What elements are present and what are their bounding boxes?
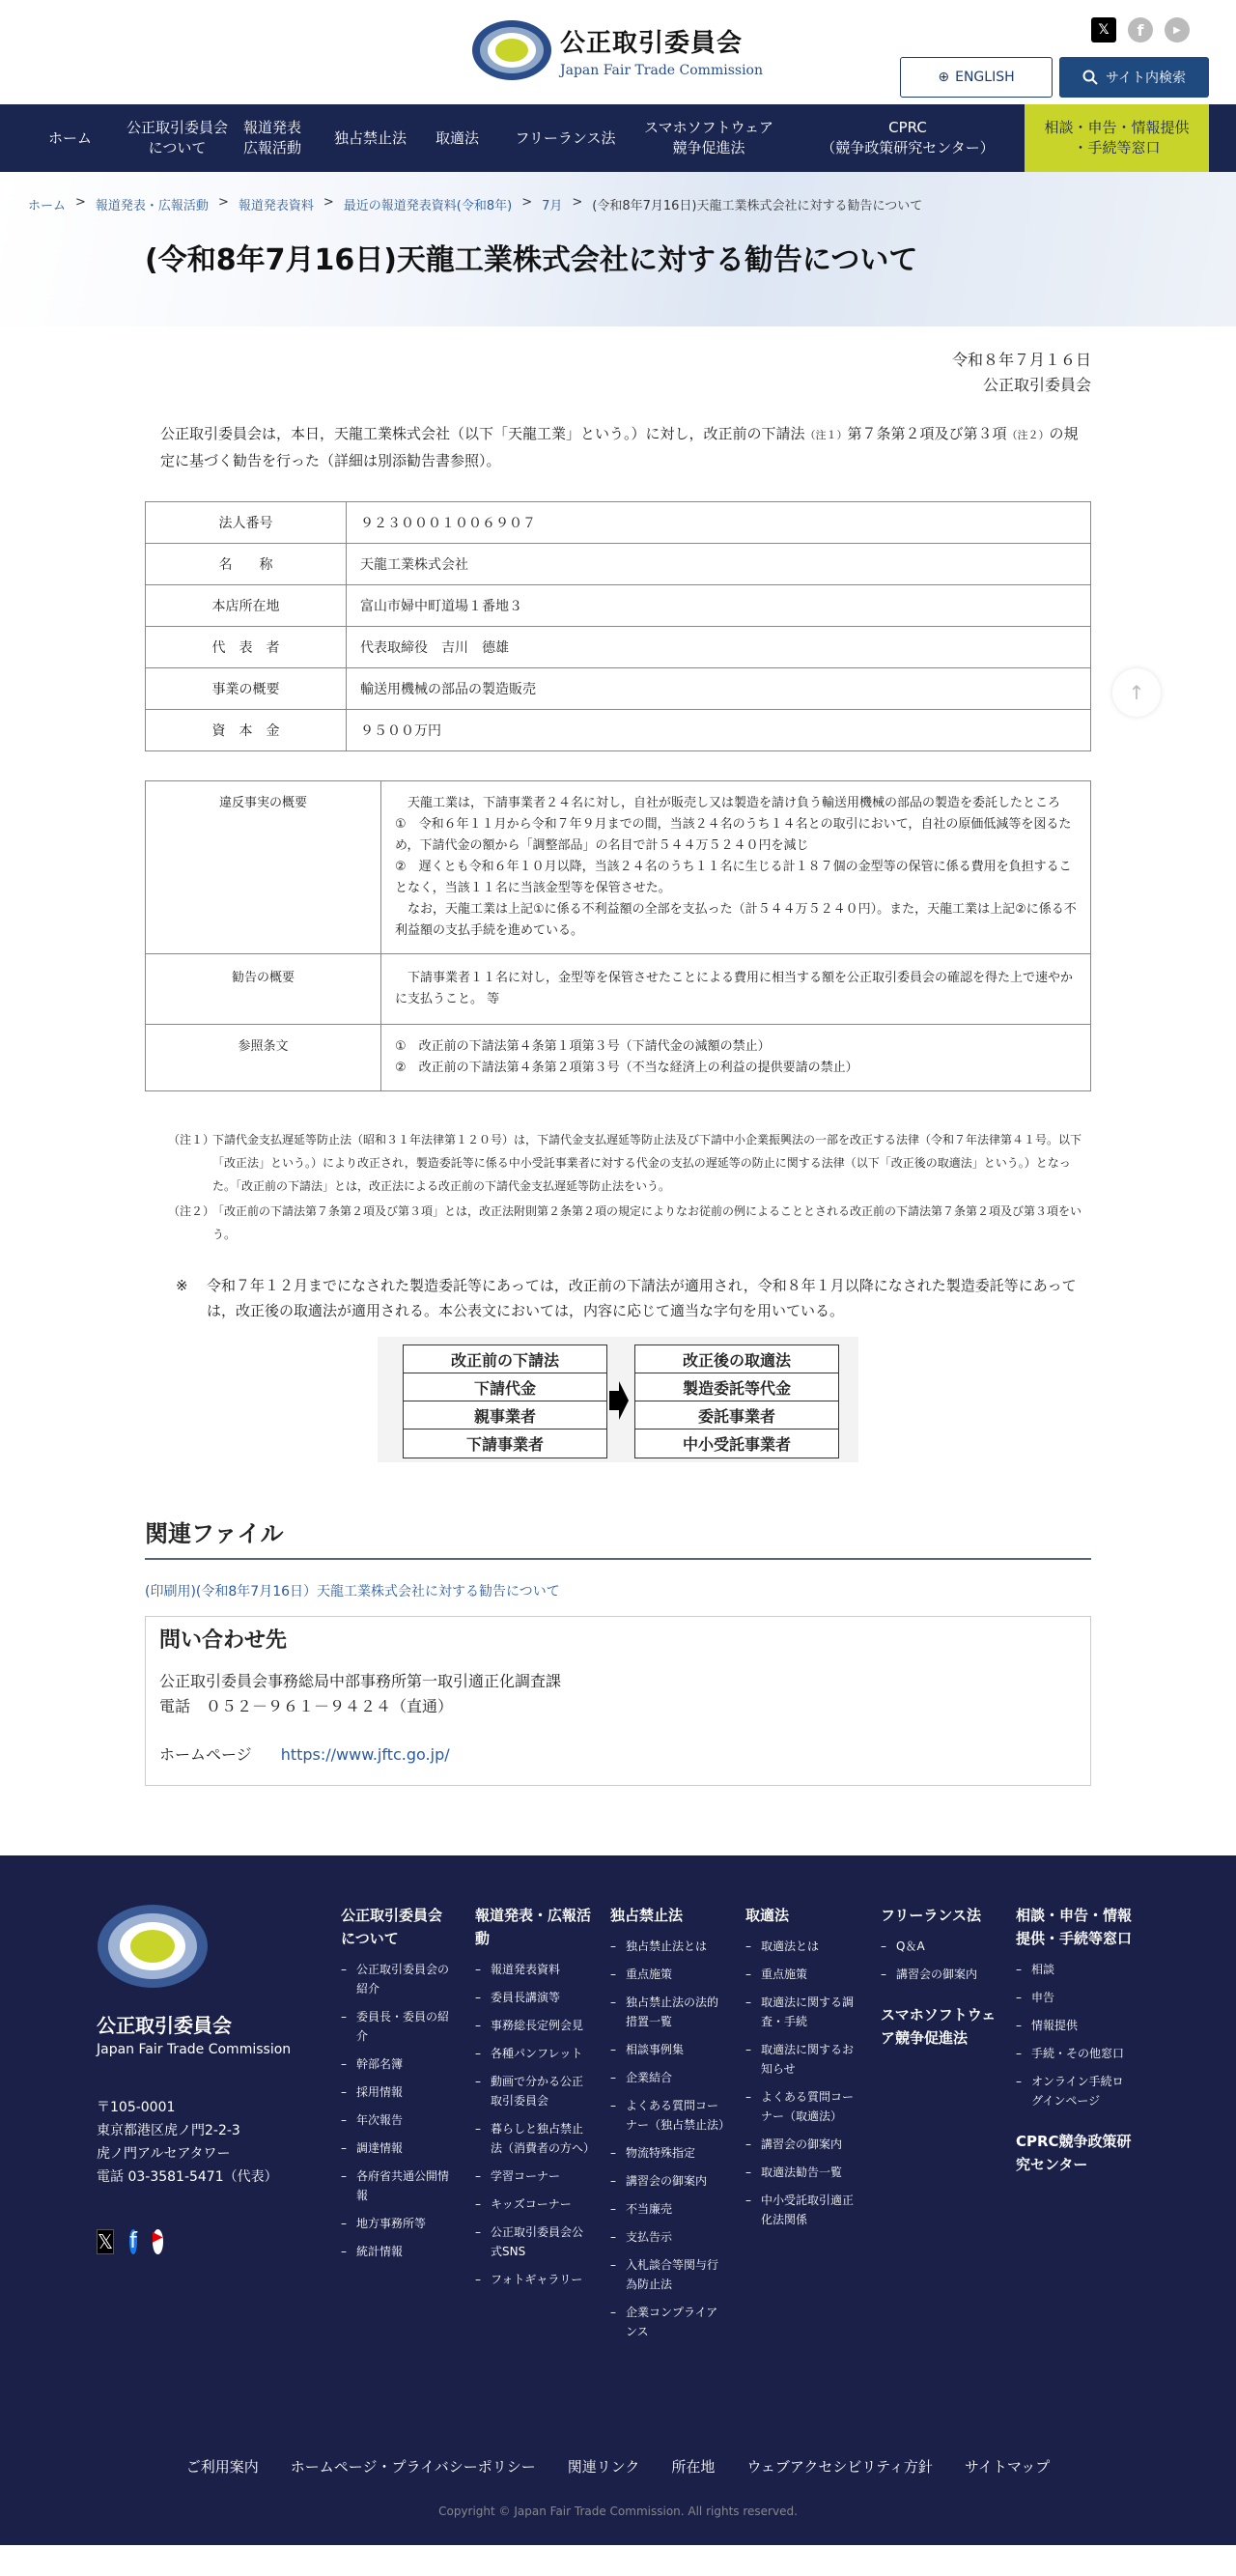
footnote: （注１） 下請代金支払遅延等防止法（昭和３１年法律第１２０号）は，下請代金支払遅延等防止法及び下請中小企業振興法の一部を改正する法律（令和７年法律第４１号。以下「改正法」という。）により改正され，製造委託等に係る中小受託事業者に対する代金の支払の遅延等の防止に関する法律（以下「改正後の取適法」という。）となった。「改正前の下請法」とは，改正法による改正前の下請代金支払遅延等防止法をいう。 — [168, 1133, 1082, 1193]
footer-brand — [97, 1904, 291, 2254]
nav-antimonopoly[interactable]: 独占禁止法 — [333, 128, 407, 147]
footnotes — [145, 1128, 1091, 1246]
contact-homepage: ホームページ https://www.jftc.go.jp/ — [159, 1745, 450, 1764]
breadcrumb: ホーム > 報道発表・広報活動 > 報道発表資料 > 最近の報道発表資料(令和8年) > 7月 > (令和8年7月16日)天龍工業株式会社に対する勧告について — [28, 195, 923, 213]
new-terms-box: 改正後の取適法 製造委託等代金 委託事業者 中小受託事業者 — [634, 1345, 839, 1458]
contact-heading: 問い合わせ先 — [159, 1628, 288, 1653]
nav-torihiki[interactable]: 取適法 — [435, 128, 479, 147]
footer-link-accessibility[interactable]: ウェブアクセシビリティ方針 — [746, 2458, 933, 2476]
site-header — [0, 0, 1236, 104]
footer-col-press: 報道発表・広報活動 – 報道発表資料 – 委員長講演等 – 事務総長定例会見 – 各種パンフレット – 動画で分かる公正取引委員会 – 暮らしと独占禁止法（消費者の方へ） – 学習コーナー – キッズコーナー – 公正取引委員会公式SNS – フォトギャラリー — [475, 1904, 591, 2298]
breadcrumb-month[interactable]: 7月 — [542, 199, 563, 213]
breadcrumb-home[interactable]: ホーム — [28, 199, 67, 213]
jftc-emblem-icon — [471, 19, 552, 81]
english-button[interactable]: ⊕ ENGLISH — [900, 57, 1053, 98]
table-row — [146, 954, 1091, 1025]
jftc-emblem-icon — [97, 1904, 209, 1989]
facebook-icon[interactable]: f — [129, 2229, 137, 2253]
footer-link-usage[interactable]: ご利用案内 — [185, 2458, 259, 2476]
nav-freelance[interactable]: フリーランス法 — [515, 128, 616, 147]
footer-col-about: 公正取引委員会について – 公正取引委員会の紹介 – 委員長・委員の紹介 – 幹部名簿 – 採用情報 – 年次報告 – 調達情報 – 各府省共通公開情報 – 地方事務所等 – 統計情報 — [341, 1904, 457, 2270]
footer-address: 〒105-0001 東京都港区虎ノ門2-2-3 虎ノ門アルセアタワー 電話 03-3581-5471（代表） — [97, 2100, 278, 2185]
nav-press[interactable]: 報道発表 広報活動 — [242, 119, 301, 156]
site-footer — [0, 1855, 1236, 2545]
breadcrumb-press[interactable]: 報道発表・広報活動 — [95, 199, 209, 213]
table-row — [146, 781, 1091, 954]
footer-social-links — [97, 2229, 291, 2254]
footer-cprc-heading[interactable]: CPRC競争政策研究センター — [1016, 2133, 1132, 2173]
nav-cprc[interactable]: CPRC （競争政策研究センター） — [821, 119, 995, 156]
header-social-links — [1091, 17, 1190, 42]
nav-about[interactable]: 公正取引委員会 について — [126, 119, 229, 156]
main-nav — [0, 104, 1236, 172]
footer-org-name-en: Japan Fair Trade Commission — [97, 2042, 292, 2057]
arrow-up-icon: ↑ — [1128, 681, 1145, 704]
logo-org-name: 公正取引委員会 — [560, 28, 744, 58]
main-content — [145, 326, 1145, 1786]
recommendation-content: 下請事業者１１名に対し，金型等を保管させたことによる費用に相当する額を公正取引委員会の確認を得た上で速やかに支払うこと。 等 — [381, 954, 1091, 1025]
recommendation-label: 勧告の概要 — [146, 954, 381, 1025]
youtube-icon[interactable]: ▶ — [153, 2229, 163, 2254]
table-row: 本店所在地 富山市婦中町道場１番地３ — [146, 585, 1091, 627]
homepage-link[interactable]: https://www.jftc.go.jp/ — [280, 1745, 450, 1764]
terminology-note: ※ 令和７年１２月までになされた製造委託等にあっては，改正前の下請法が適用され，令和８年１月以降になされた製造委託等にあっては，改正後の取適法が適用される。本公表文においては，内容に応じて適当な字句を用いている。 — [176, 1277, 1077, 1319]
page-title: (令和8年7月16日)天龍工業株式会社に対する勧告について — [145, 243, 918, 277]
table-row: 事業の概要 輸送用機械の部品の製造販売 — [146, 668, 1091, 710]
table-row: 法人番号 ９２３０００１００６９０７ — [146, 502, 1091, 544]
logo-org-name-en: Japan Fair Trade Commission — [560, 62, 763, 78]
x-icon[interactable]: 𝕏 — [98, 2230, 114, 2253]
nav-smartphone[interactable]: スマホソフトウェア 競争促進法 — [643, 119, 774, 156]
footer-link-related[interactable]: 関連リンク — [567, 2458, 640, 2476]
violation-table — [145, 780, 1091, 1091]
x-icon[interactable]: 𝕏 — [1091, 17, 1116, 42]
nav-consultation[interactable]: 相談・申告・情報提供 ・手続等窓口 — [1025, 104, 1209, 172]
footer-link-privacy[interactable]: ホームページ・プライバシーポリシー — [290, 2458, 536, 2476]
page-hero — [0, 172, 1236, 326]
footer-org-name: 公正取引委員会 — [97, 2014, 232, 2037]
breadcrumb-recent[interactable]: 最近の報道発表資料(令和8年) — [343, 199, 513, 213]
footer-bottom-links — [0, 2456, 1236, 2477]
contact-phone: 電話 ０５２－９６１－９４２４（直通） — [159, 1697, 454, 1715]
facebook-icon[interactable]: f — [1128, 17, 1153, 42]
contact-box — [145, 1616, 1091, 1786]
footer-link-sitemap[interactable]: サイトマップ — [964, 2458, 1051, 2476]
globe-icon: ⊕ — [938, 70, 950, 85]
release-issuer: 公正取引委員会 — [982, 376, 1091, 394]
site-search-button[interactable]: サイト内検索 — [1059, 57, 1209, 98]
company-info-table — [145, 501, 1091, 751]
back-to-top-button[interactable] — [1112, 668, 1161, 717]
table-row — [146, 1025, 1091, 1091]
related-file-link[interactable]: (印刷用)(令和8年7月16日）天龍工業株式会社に対する勧告について — [145, 1584, 560, 1599]
violation-label: 違反事実の概要 — [146, 781, 381, 954]
youtube-icon[interactable]: ▶ — [1165, 17, 1190, 42]
table-row: 資 本 金 ９５００万円 — [146, 710, 1091, 751]
breadcrumb-press-releases[interactable]: 報道発表資料 — [238, 199, 314, 213]
right-arrow-icon — [609, 1381, 629, 1420]
reference-content: ① 改正前の下請法第４条第１項第３号（下請代金の減額の禁止） ② 改正前の下請法第４条第２項第３号（不当な経済上の利益の提供要請の禁止） — [381, 1025, 1091, 1091]
site-logo[interactable] — [471, 19, 763, 81]
table-row: 名 称 天龍工業株式会社 — [146, 544, 1091, 585]
footer-col-antimonopoly: 独占禁止法 – 独占禁止法とは – 重点施策 – 独占禁止法の法的措置一覧 – 相談事例集 – 企業結合 – よくある質問コーナー（独占禁止法） – 物流特殊指定 – 講習会の御案内 – 不当廉売 – 支払告示 – 入札談合等関与行為防止法 – 企業コンプライアンス — [610, 1904, 726, 2350]
breadcrumb-current: (令和8年7月16日)天龍工業株式会社に対する勧告について — [592, 199, 923, 213]
footer-col-torihiki: 取適法 – 取適法とは – 重点施策 – 取適法に関する調査・手続 – 取適法に関するお知らせ – よくある質問コーナー（取適法） – 講習会の御案内 – 取適法勧告一覧 – 中小受託取引適正化法関係 — [745, 1904, 861, 2238]
release-header — [145, 348, 1091, 398]
reference-label: 参照条文 — [146, 1025, 381, 1091]
search-icon — [1082, 70, 1098, 85]
contact-dept: 公正取引委員会事務総局中部事務所第一取引適正化調査課 — [159, 1672, 562, 1690]
footer-smartphone-heading[interactable]: スマホソフトウェア競争促進法 — [881, 2006, 997, 2047]
intro-paragraph: 公正取引委員会は，本日，天龍工業株式会社（以下「天龍工業」という。）に対し，改正前の下請法（注１）第７条第２項及び第３項（注２）の規定に基づく勧告を行った（詳細は別添勧告書参照）。 — [160, 425, 1079, 469]
footer-link-location[interactable]: 所在地 — [671, 2458, 716, 2476]
related-files-heading: 関連ファイル — [145, 1514, 1091, 1560]
copyright: Copyright © Japan Fair Trade Commission. All rights reserved. — [438, 2505, 798, 2518]
release-date: 令和８年７月１６日 — [951, 351, 1091, 369]
table-row: 代 表 者 代表取締役 吉川 德雄 — [146, 627, 1091, 668]
footer-col-consultation: 相談・申告・情報提供・手続等窓口 – 相談 – 申告 – 情報提供 – 手続・その他窓口 – オンライン手続ログインページ CPRC競争政策研究センター — [1016, 1904, 1132, 2186]
old-terms-box: 改正前の下請法 下請代金 親事業者 下請事業者 — [403, 1345, 607, 1458]
footnote: （注２） 「改正前の下請法第７条第２項及び第３項」とは，改正法附則第２条第２項の規定によりなお従前の例によることとされる改正前の下請法第７条第２項及び第３項をいう。 — [168, 1204, 1082, 1241]
violation-content: 天龍工業は，下請事業者２４名に対し，自社が販売し又は製造を請け負う輸送用機械の部品の製造を委託したところ ① 令和６年１１月から令和７年９月までの間，当該２４名のうち１４名との取引において，自社の原価低減等を図るため，下請代金の額から「調整部品」の名目で計５４４万５２４０円を減じ ② 遅くとも令和６年１０月以降，当該２４名のうち１１名に生じる計１８７個の金型等の保管に係る費用を負担することなく，当該１１名に当該金型等を保管させた。 なお，天龍工業は上記①に係る不利益額の全部を支払った（計５４４万５２４０円）。また，天龍工業は上記②に係る不利益額の支払手続を進めている。 — [381, 781, 1091, 954]
footer-col-freelance: フリーランス法 – Q＆A – 講習会の御案内 スマホソフトウェア競争促進法 — [881, 1904, 997, 2059]
nav-home[interactable]: ホーム — [47, 128, 92, 147]
terminology-comparison-diagram — [378, 1337, 858, 1462]
